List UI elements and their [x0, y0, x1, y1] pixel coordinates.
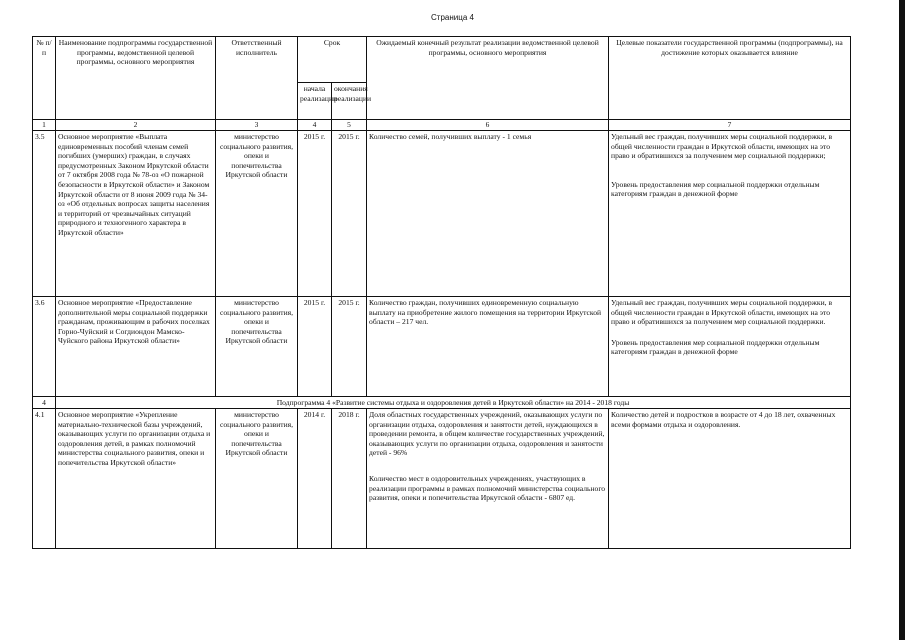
header-name: Наименование подпрограммы государственной программы, ведомственной целевой программы, основного мероприятия	[56, 37, 216, 120]
subprogram-row	[33, 397, 851, 409]
header-start: начала реализации	[298, 83, 332, 120]
column-number: 1	[33, 120, 56, 131]
row-end: 2015 г.	[332, 297, 367, 397]
result-text: Количество граждан, получивших единовременную социальную выплату на приобретение жилого помещения на территории Иркутской области – 217 чел.	[369, 298, 602, 327]
row-num: 3.6	[33, 297, 56, 397]
indicator-text: Удельный вес граждан, получивших меры социальной поддержки, в общей численности граждан в Иркутской области, имеющих на это право и обратившихся за получением мер социальной поддержки.	[611, 298, 833, 327]
column-number: 3	[216, 120, 298, 131]
column-number: 7	[609, 120, 851, 131]
table-row	[33, 131, 851, 297]
row-executor: министерство социального развития, опеки и попечительства Иркутской области	[216, 131, 298, 297]
header-end: окончания реализации	[332, 83, 367, 120]
page-label: Страница 4	[431, 13, 474, 22]
column-numbers-row	[33, 120, 851, 131]
result-text: Количество семей, получивших выплату - 1 семья	[369, 132, 532, 141]
row-result	[367, 131, 609, 297]
indicator-text: Количество детей и подростков в возрасте от 4 до 18 лет, охваченных всеми формами отдыха и оздоровления.	[611, 410, 836, 429]
row-start: 2015 г.	[298, 297, 332, 397]
row-num: 4.1	[33, 409, 56, 549]
indicator-text: Уровень предоставления мер социальной поддержки отдельным категориям граждан в денежной форме	[611, 179, 820, 199]
indicator-text: Уровень предоставления мер социальной поддержки отдельным категориям граждан в денежной форме	[611, 337, 820, 357]
row-indicators	[609, 131, 851, 297]
row-executor: министерство социального развития, опеки и попечительства Иркутской области	[216, 297, 298, 397]
column-number: 5	[332, 120, 367, 131]
header-result: Ожидаемый конечный результат реализации ведомственной целевой программы, основного мероприятия	[367, 37, 609, 120]
row-result	[367, 409, 609, 549]
row-num: 3.5	[33, 131, 56, 297]
table-row	[33, 297, 851, 397]
result-text: Количество мест в оздоровительных учреждениях, участвующих в реализации программы в рамках полномочий министерства социального развития, опеки и попечительства Иркутской области - 6807 ед.	[369, 473, 606, 503]
indicator-text: Удельный вес граждан, получивших меры социальной поддержки, в общей численности граждан в Иркутской области, имеющих на это право и обратившихся за получением мер социальной поддержки;	[611, 132, 833, 161]
row-executor: министерство социального развития, опеки и попечительства Иркутской области	[216, 409, 298, 549]
row-result	[367, 297, 609, 397]
subprogram-title: Подпрограмма 4 «Развитие системы отдыха и оздоровления детей в Иркутской области» на 2014 - 2018 годы	[56, 397, 851, 409]
column-number: 4	[298, 120, 332, 131]
column-number: 2	[56, 120, 216, 131]
result-text: Доля областных государственных учреждений, оказывающих услуги по организации отдыха, оздоровления и занятости детей, нуждающихся в проведении ремонта, в общем количестве государственных учреждений, оказывающих услуги по организации отдыха, оздоровления и занятости детей - 96%	[369, 410, 605, 458]
row-indicators	[609, 409, 851, 549]
header-num: № п/п	[33, 37, 56, 120]
subprogram-num: 4	[33, 397, 56, 409]
scan-edge-bar	[899, 0, 905, 640]
row-name: Основное мероприятие «Выплата единовременных пособий членам семей погибших (умерших) граждан, в случаях предусмотренных Законом Иркутской области от 7 октября 2008 года № 78-оз «О пожарной безопасности в Иркутской области» и Законом Иркутской области от 8 июня 2009 года № 34-оз «Об отдельных вопросах защиты населения и территорий от чрезвычайных ситуаций природного и техногенного характера в Иркутской области»	[56, 131, 216, 297]
row-indicators	[609, 297, 851, 397]
column-number: 6	[367, 120, 609, 131]
row-start: 2014 г.	[298, 409, 332, 549]
row-end: 2018 г.	[332, 409, 367, 549]
header-indicators: Целевые показатели государственной программы (подпрограммы), на достижение которых оказывается влияние	[609, 37, 851, 120]
program-table	[32, 36, 851, 549]
row-end: 2015 г.	[332, 131, 367, 297]
row-start: 2015 г.	[298, 131, 332, 297]
table-row	[33, 409, 851, 549]
row-name: Основное мероприятие «Укрепление материально-технической базы учреждений, оказывающих услуги по организации отдыха и оздоровления детей, в рамках полномочий министерства социального развития, опеки и попечительства Иркутской области»	[56, 409, 216, 549]
header-term: Срок	[298, 37, 367, 83]
row-name: Основное мероприятие «Предоставление дополнительной меры социальной поддержки гражданам, проживающим в рабочих поселках Горно-Чуйский и Согдиондон Мамско-Чуйского района Иркутской области»	[56, 297, 216, 397]
header-executor: Ответственный исполнитель	[216, 37, 298, 120]
